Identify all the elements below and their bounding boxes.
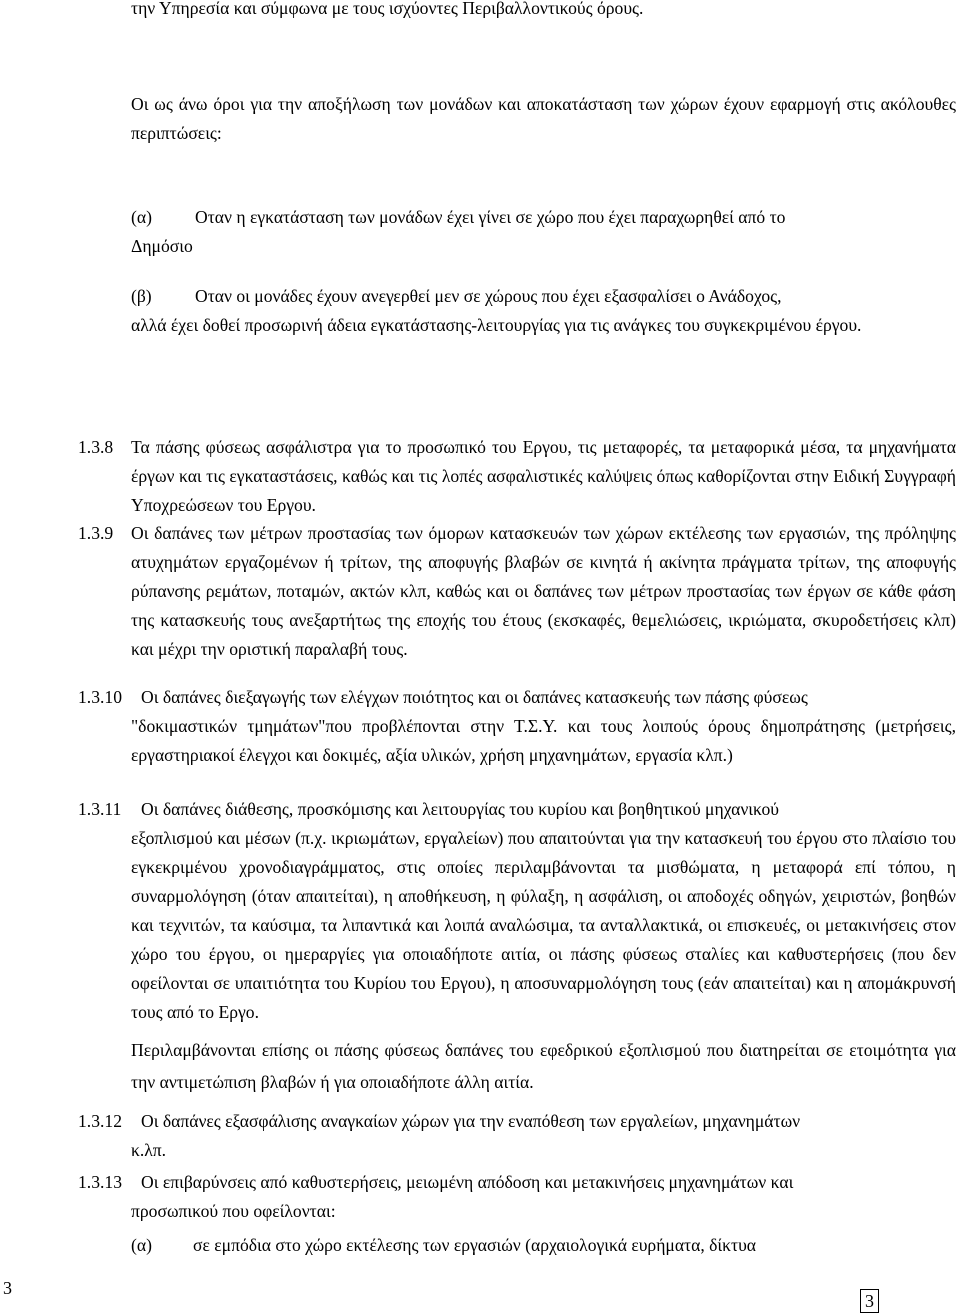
section-number: 1.3.8 [78,437,114,457]
section-1-3-11 [78,795,956,1027]
item-label: (α) [131,1235,152,1255]
removal-terms-paragraph: Οι ως άνω όροι για την αποξήλωση των μονάδων και αποκατάσταση των χώρων έχουν εφαρμογή στις ακόλουθες περιπτώσεις: [131,94,956,143]
section-1-3-10 [78,683,956,770]
section-text: Οι δαπάνες των μέτρων προστασίας των όμορων κατασκευών των χώρων εκτέλεσης των εργασιών, της πρόληψης ατυχημάτων εργαζομένων ή τρίτων, της αποφυγής βλαβών σε κινητά ή ακίνητα πράγματα τρίτων, της αποφυγής ρύπανσης ρεμάτων, ποταμών, ακτών κλπ, καθώς και οι δαπάνες των μέτρων προστασίας των έργων σε κάθε φάση της κατασκευής τους ανεξαρτήτως της εποχής του έτους (εκσκαφές, θεμελιώσεις, ικριώματα, σκυροδετήσεις κλπ) και μέχρι την οριστική παραλαβή τους. [131,523,956,659]
page-number-left: 3 [3,1278,12,1298]
case-b-item [131,282,956,340]
section-1-3-9 [78,519,956,664]
section-lead-line [78,1107,956,1136]
section-lead: Οι επιβαρύνσεις από καθυστερήσεις, μειωμένη απόδοση και μετακινήσεις μηχανημάτων και [141,1172,794,1192]
page-number-box: 3 [860,1289,879,1313]
case-a-item [131,203,956,261]
case-a-label: (α) [131,207,152,227]
intro-continuation: την Υπηρεσία και σύμφωνα με τους ισχύοντες Περιβαλλοντικούς όρους. [131,0,644,18]
section-number: 1.3.12 [78,1111,122,1131]
section-lead: Οι δαπάνες εξασφάλισης αναγκαίων χώρων για την εναπόθεση των εργαλείων, μηχανημάτων [141,1111,801,1131]
case-a-rest: Δημόσιο [131,236,193,256]
section-text: προσωπικού που οφείλονται: [131,1201,336,1221]
section-number: 1.3.11 [78,799,122,819]
case-a-lead: Οταν η εγκατάσταση των μονάδων έχει γίνει σε χώρο που έχει παραχωρηθεί από το [195,207,786,227]
section-lead: Οι δαπάνες διεξαγωγής των ελέγχων ποιότητος και οι δαπάνες κατασκευής των πάσης φύσεως [141,687,808,707]
case-b-label: (β) [131,286,152,306]
section-number: 1.3.13 [78,1172,122,1192]
item-text: σε εμπόδια στο χώρο εκτέλεσης των εργασιών (αρχαιολογικά ευρήματα, δίκτυα [193,1235,757,1255]
section-lead-line [78,795,956,824]
section-lead-line [78,1168,956,1197]
section-1-3-13-item-a [131,1231,956,1260]
section-lead-line [78,683,956,712]
section-text: κ.λπ. [131,1140,167,1160]
section-text: "δοκιμαστικών τμημάτων"που προβλέπονται στην Τ.Σ.Υ. και τους λοιπούς όρους δημοπράτησης (μετρήσεις, εργαστηριακοί έλεγχοι και δοκιμές, αξία υλικών, χρήση μηχανημάτων, εργασία κλπ.) [131,716,956,765]
case-b-lead: Οταν οι μονάδες έχουν ανεγερθεί μεν σε χώρους που έχει εξασφαλίσει ο Ανάδοχος, [195,286,782,306]
section-text: Τα πάσης φύσεως ασφάλιστρα για το προσωπικό του Εργου, τις μεταφορές, τα μεταφορικά μέσα, τα μηχανήματα έργων και τις εγκαταστάσεις, καθώς και τις λοπές ασφαλιστικές καλύψεις όπως καθορίζονται στην Ειδική Συγγραφή Υποχρεώσεων του Εργου. [131,437,956,515]
section-number: 1.3.10 [78,687,122,707]
section-1-3-13 [78,1168,956,1226]
case-b-rest: αλλά έχει δοθεί προσωρινή άδεια εγκατάστασης-λειτουργίας για τις ανάγκες του συγκεκριμένου έργου. [131,315,862,335]
section-number: 1.3.9 [78,523,114,543]
section-1-3-8 [78,433,956,520]
section-1-3-11-extra-paragraph: Περιλαμβάνονται επίσης οι πάσης φύσεως δαπάνες του εφεδρικού εξοπλισμού που διατηρείται σε ετοιμότητα για την αντιμετώπιση βλαβών ή για οποιαδήποτε άλλη αιτία. [131,1040,956,1092]
section-lead: Οι δαπάνες διάθεσης, προσκόμισης και λειτουργίας του κυρίου και βοηθητικού μηχανικού [141,799,780,819]
section-1-3-12 [78,1107,956,1165]
section-text: εξοπλισμού και μέσων (π.χ. ικριωμάτων, εργαλείων) που απαιτούνται για την κατασκευή του έργου στο πλαίσιο του εγκεκριμένου χρονοδιαγράμματος, στις οποίες περιλαμβάνονται τα μισθώματα, η μεταφορά επί τόπου, η συναρμολόγηση (όταν απαιτείται), η αποθήκευση, η φύλαξη, η ασφάλιση, οι αποδοχές οδηγών, χειριστών, βοηθών και τεχνιτών, τα καύσιμα, τα λιπαντικά και λοιπά αναλώσιμα, τα ανταλλακτικά, οι επισκευές, οι μετακινήσεις στον χώρο του έργου, οι ημεραργίες για οποιαδήποτε αιτία, οι πάσης φύσεως σταλίες και καθυστερήσεις (που δεν οφείλονται σε υπαιτιότητα του Κυρίου του Εργου), η αποσυναρμολόγηση τους (εάν απαιτείται) και η απομάκρυνσή τους από το Εργο. [131,828,956,1022]
